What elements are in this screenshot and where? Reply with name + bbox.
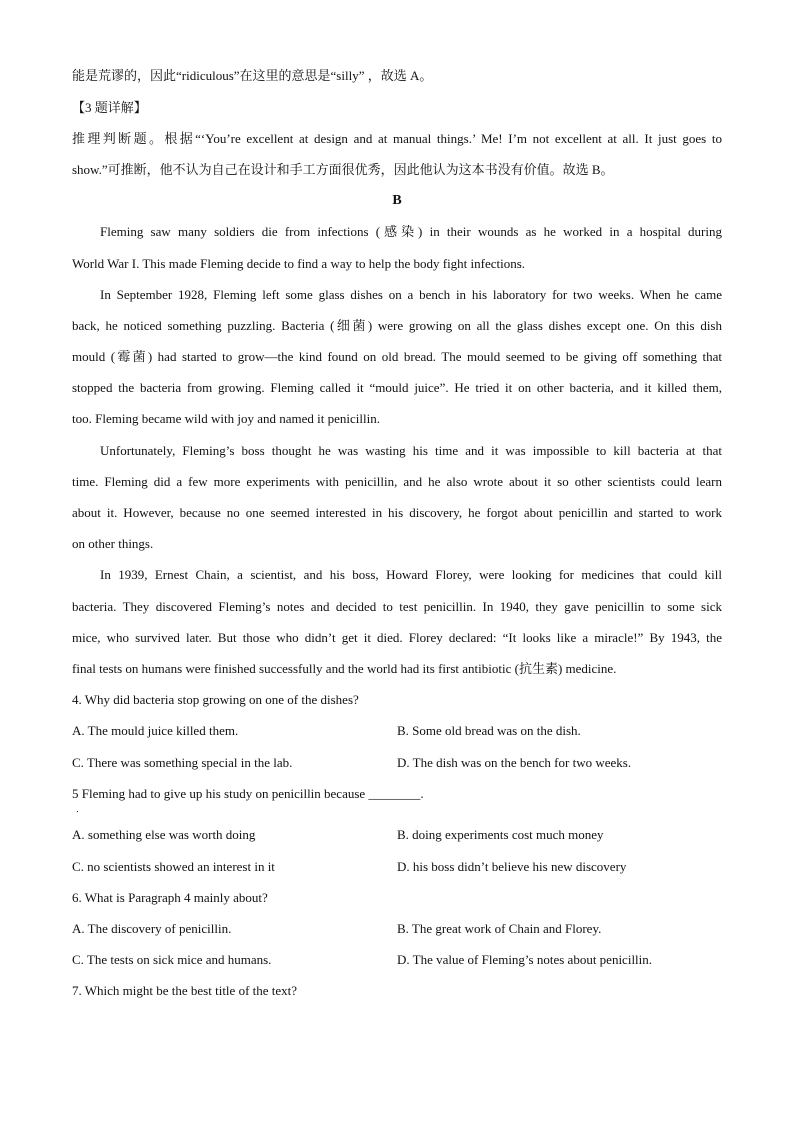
passage-line: mice, who survived later. But those who didn’t get it died. Florey declared: “It looks like a miracle!” By 1943, the — [72, 630, 722, 645]
passage-line: about it. However, because no one seemed interested in his discovery, he forgot about penicillin and started to work — [72, 505, 722, 520]
passage-line: back, he noticed something puzzling. Bacteria (细菌) were growing on all the glass dishes except one. On this dish — [72, 318, 722, 333]
question-5-option-b: B. doing experiments cost much money — [397, 827, 604, 842]
passage-line: Unfortunately, Fleming’s boss thought he was wasting his time and it was impossible to kill bacteria at that — [100, 443, 722, 458]
question-4-option-d: D. The dish was on the bench for two weeks. — [397, 755, 632, 770]
q3-explanation-line-1: 推理判断题。根据“‘You’re excellent at design and at manual things.’ Me! I’m not excellent at all. It just goes to — [72, 131, 722, 146]
question-6-option-d: D. The value of Fleming’s notes about penicillin. — [397, 952, 653, 967]
question-5-option-d: D. his boss didn’t believe his new discovery — [397, 859, 627, 874]
question-5-option-c: C. no scientists showed an interest in it — [72, 859, 275, 874]
question-4-option-a: A. The mould juice killed them. — [72, 723, 239, 738]
passage-line: World War I. This made Fleming decide to find a way to help the body fight infections. — [72, 256, 526, 271]
question-4-stem: 4. Why did bacteria stop growing on one of the dishes? — [72, 692, 359, 707]
section-title: B — [392, 193, 402, 208]
passage-line: In 1939, Ernest Chain, a scientist, and his boss, Howard Florey, were looking for medicines that could kill — [100, 567, 722, 582]
question-6-option-b: B. The great work of Chain and Florey. — [397, 921, 602, 936]
passage-line: In September 1928, Fleming left some glass dishes on a bench in his laboratory for two weeks. When he came — [100, 287, 722, 302]
previous-answer-line: 能是荒谬的，因此“ridiculous”在这里的意思是“silly” ，故选 A。 — [72, 68, 433, 83]
passage-line: Fleming saw many soldiers die from infections (感染) in their wounds as he worked in a hospital during — [100, 224, 722, 239]
question-4-option-b: B. Some old bread was on the dish. — [397, 723, 581, 738]
question-5-stem: 5 Fleming had to give up his study on penicillin because ________. — [72, 786, 424, 801]
passage-line: time. Fleming did a few more experiments with penicillin, and he also wrote about it so other scientists could learn — [72, 474, 722, 489]
passage-line: stopped the bacteria from growing. Fleming called it “mould juice”. He tried it on other bacteria, and it killed them, — [72, 380, 722, 395]
question-5-number-mark: ． — [76, 804, 86, 814]
question-7-stem: 7. Which might be the best title of the text? — [72, 983, 298, 998]
passage-line: on other things. — [72, 536, 154, 551]
q3-explanation-header: 【3 题详解】 — [72, 100, 147, 115]
passage-line: final tests on humans were finished successfully and the world had its first antibiotic (抗生素) medicine. — [72, 661, 617, 676]
question-6-option-a: A. The discovery of penicillin. — [72, 921, 232, 936]
question-6-stem: 6. What is Paragraph 4 mainly about? — [72, 890, 268, 905]
passage-line: mould (霉菌) had started to grow—the kind found on old bread. The mould seemed to be giving off something that — [72, 349, 722, 364]
q3-explanation-line-2: show.”可推断，他不认为自己在设计和手工方面很优秀，因此他认为这本书没有价值。故选 B。 — [72, 162, 614, 177]
question-4-option-c: C. There was something special in the lab. — [72, 755, 293, 770]
question-5-option-a: A. something else was worth doing — [72, 827, 256, 842]
passage-line: too. Fleming became wild with joy and named it penicillin. — [72, 411, 380, 426]
question-6-option-c: C. The tests on sick mice and humans. — [72, 952, 272, 967]
passage-line: bacteria. They discovered Fleming’s notes and decided to test penicillin. In 1940, they gave penicillin to some sick — [72, 599, 722, 614]
